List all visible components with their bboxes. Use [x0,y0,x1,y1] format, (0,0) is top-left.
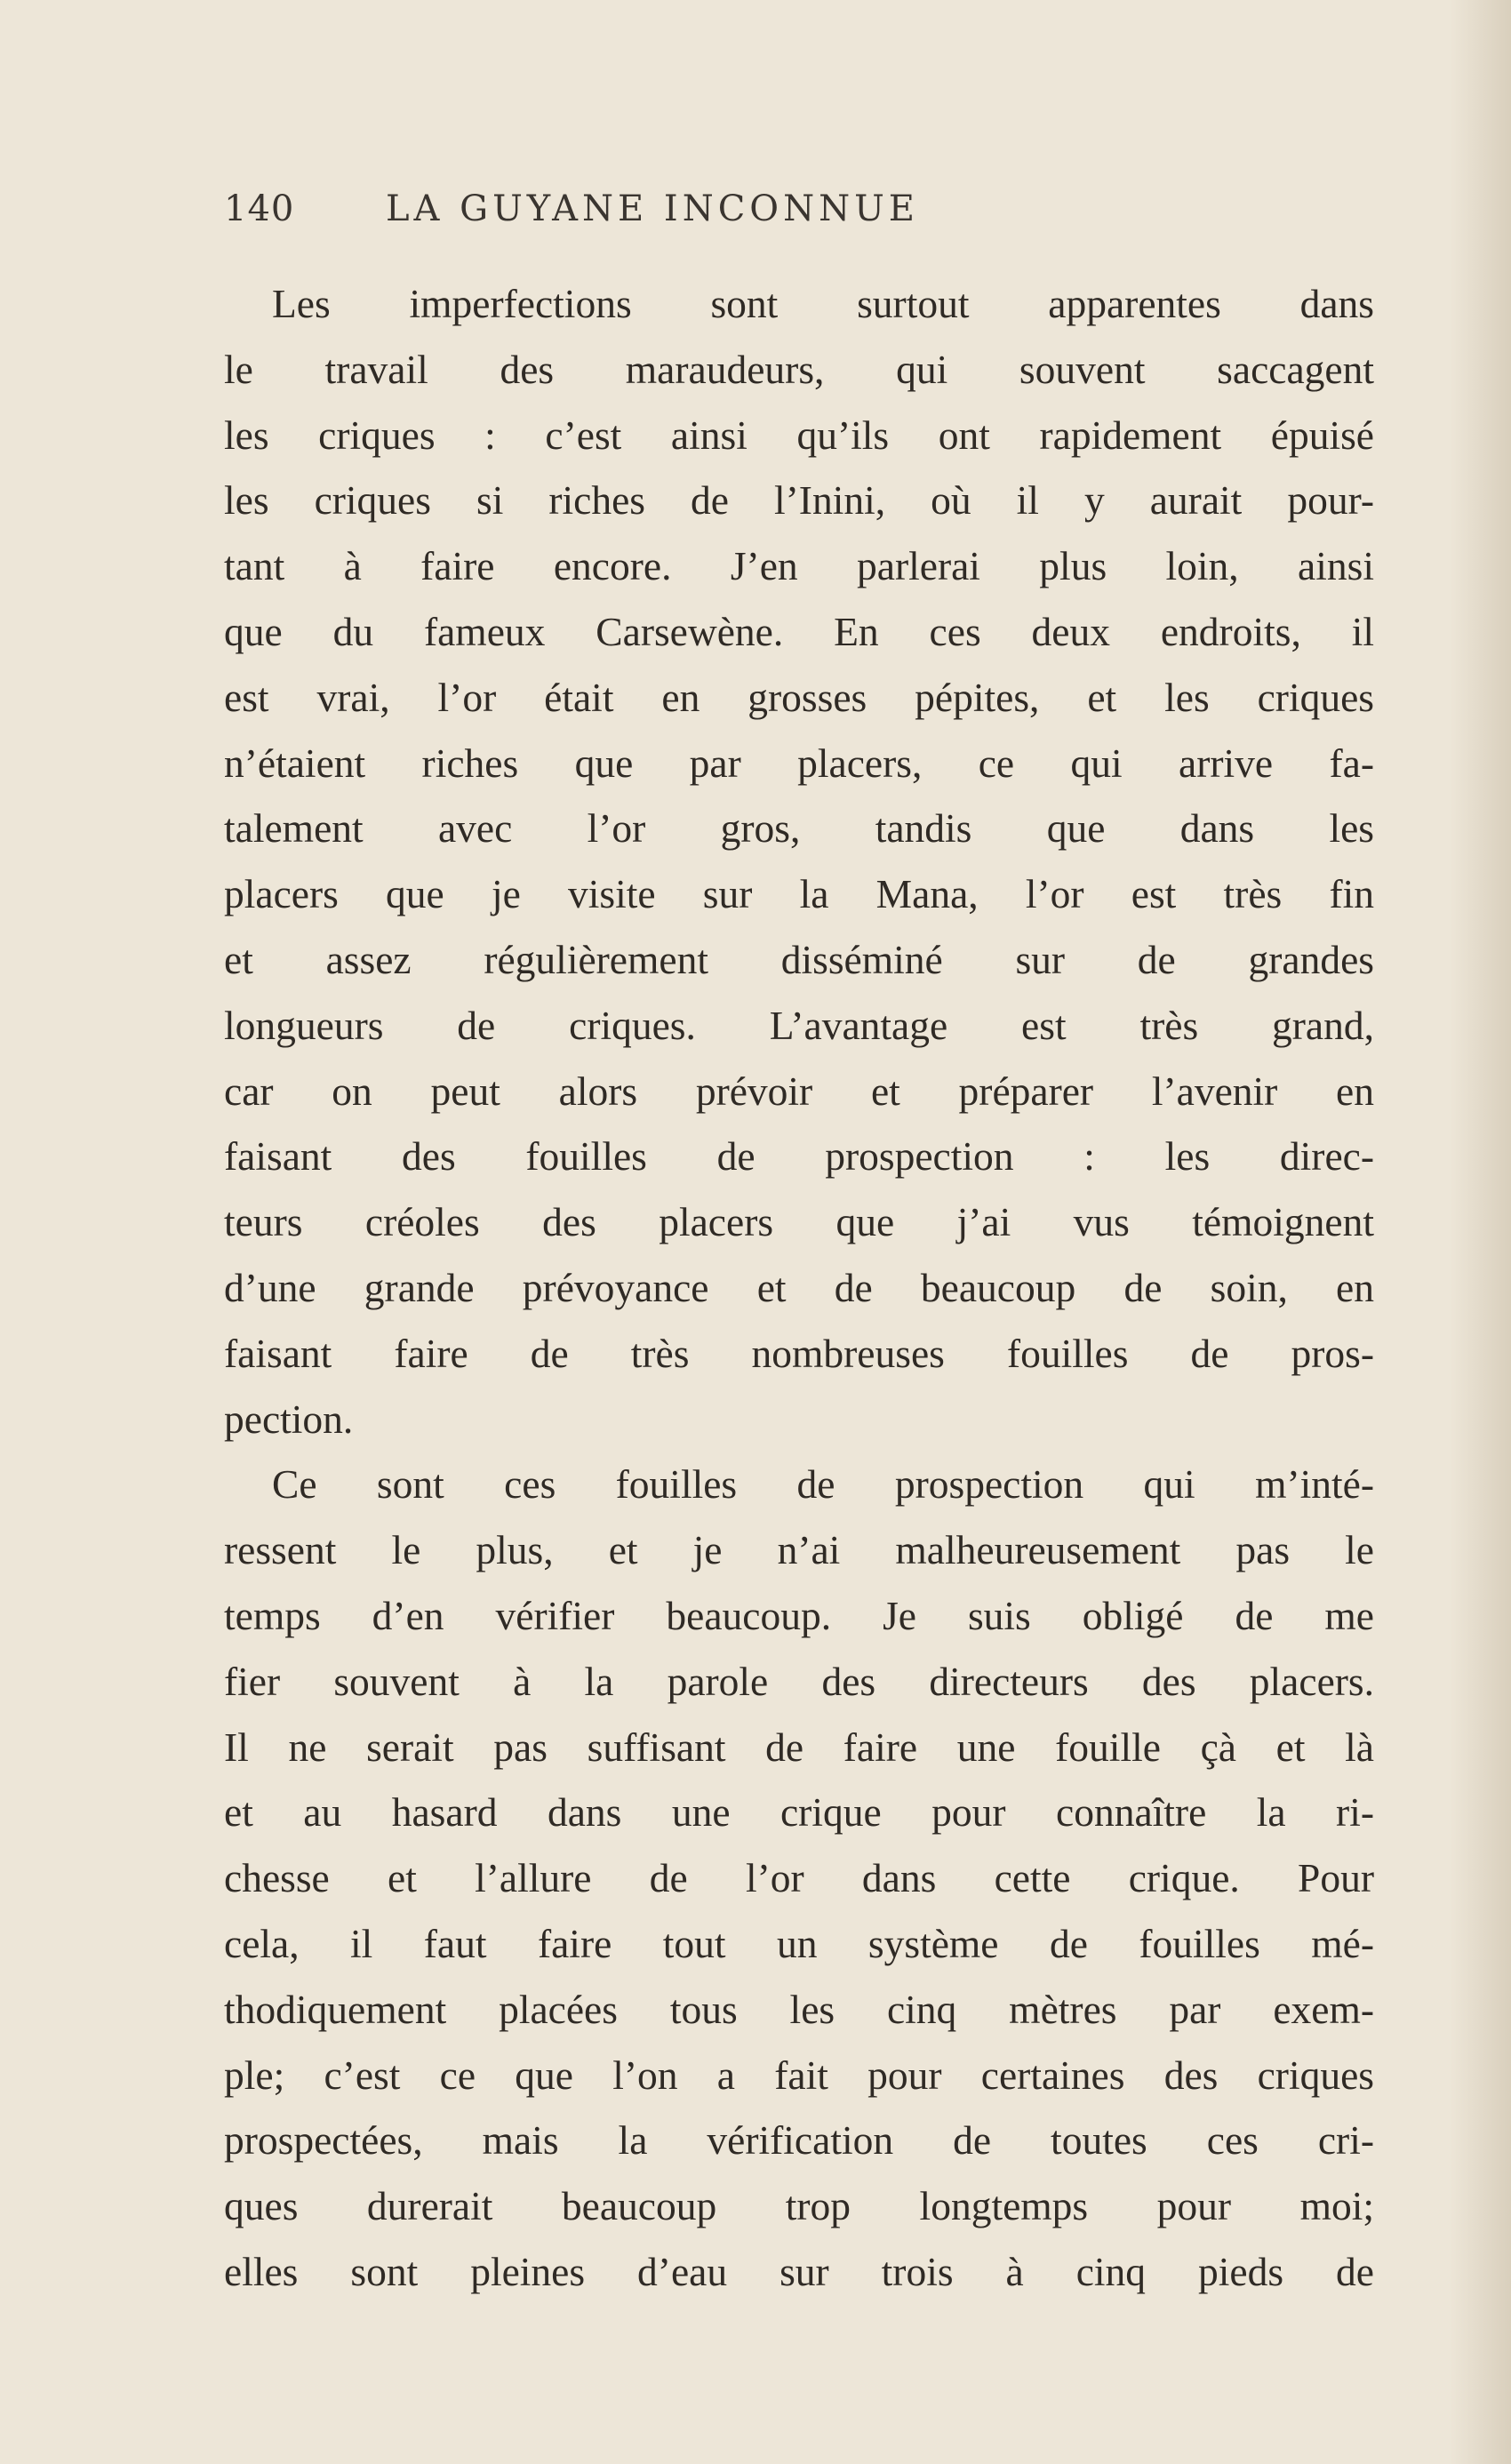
text-line: Les imperfections sont surtout apparentes dans [272,281,1374,326]
paragraph-2 [224,1452,1374,2304]
text-line: ressent le plus, et je n’ai malheureusement pas le [224,1527,1374,1573]
text-line: talement avec l’or gros, tandis que dans les [224,805,1374,852]
text-line: que du fameux Carsewène. En ces deux endroits, il [224,608,1374,654]
text-line: tant à faire encore. J’en parlerai plus loin, ainsi [224,543,1374,589]
text-line: chesse et l’allure de l’or dans cette crique. Pour [224,1855,1374,1901]
text-line: faisant faire de très nombreuses fouilles de pros- [224,1330,1374,1376]
text-line: temps d’en vérifier beaucoup. Je suis obligé de me [224,1592,1374,1638]
text-line: placers que je visite sur la Mana, l’or est très fin [224,871,1374,917]
text-line: Il ne serait pas suffisant de faire une fouille çà et là [224,1724,1374,1770]
paragraph-1 [224,271,1374,1452]
text-line: prospectées, mais la vérification de toutes ces cri- [224,2117,1374,2164]
text-line: ple; c’est ce que l’on a fait pour certaines des criques [224,2052,1374,2098]
text-line: longueurs de criques. L’avantage est très grand, [224,1002,1374,1048]
text-line: le travail des maraudeurs, qui souvent saccagent [224,346,1374,392]
text-line: Ce sont ces fouilles de prospection qui m’inté- [272,1461,1374,1508]
text-line: faisant des fouilles de prospection : les direc- [224,1133,1374,1180]
text-line: fier souvent à la parole des directeurs des placers. [224,1658,1374,1704]
text-line: les criques : c’est ainsi qu’ils ont rapidement épuisé [224,412,1374,458]
text-line: teurs créoles des placers que j’ai vus témoignent [224,1199,1374,1245]
book-title: LA GUYANE INCONNUE [385,188,920,229]
page-number: 140 [224,188,295,229]
text-line: thodiquement placées tous les cinq mètres par exem- [224,1986,1374,2032]
text-line: cela, il faut faire tout un système de fouilles mé- [224,1920,1374,1966]
text-line: et assez régulièrement disséminé sur de grandes [224,936,1374,982]
body-text [224,271,1374,2305]
running-head [224,188,1081,238]
text-line: n’étaient riches que par placers, ce qui arrive fa- [224,740,1374,786]
text-line: elles sont pleines d’eau sur trois à cinq pieds de [224,2248,1374,2294]
text-line: et au hasard dans une crique pour connaître la ri- [224,1789,1374,1836]
text-line: d’une grande prévoyance et de beaucoup de soin, en [224,1264,1374,1310]
text-line: les criques si riches de l’Inini, où il y aurait pour- [224,477,1374,524]
text-line: ques durerait beaucoup trop longtemps pour moi; [224,2183,1374,2229]
page-edge-shadow [1449,0,1511,2464]
text-line: est vrai, l’or était en grosses pépites, et les criques [224,674,1374,720]
text-line: car on peut alors prévoir et préparer l’avenir en [224,1068,1374,1114]
text-line: pection. [224,1396,354,1442]
